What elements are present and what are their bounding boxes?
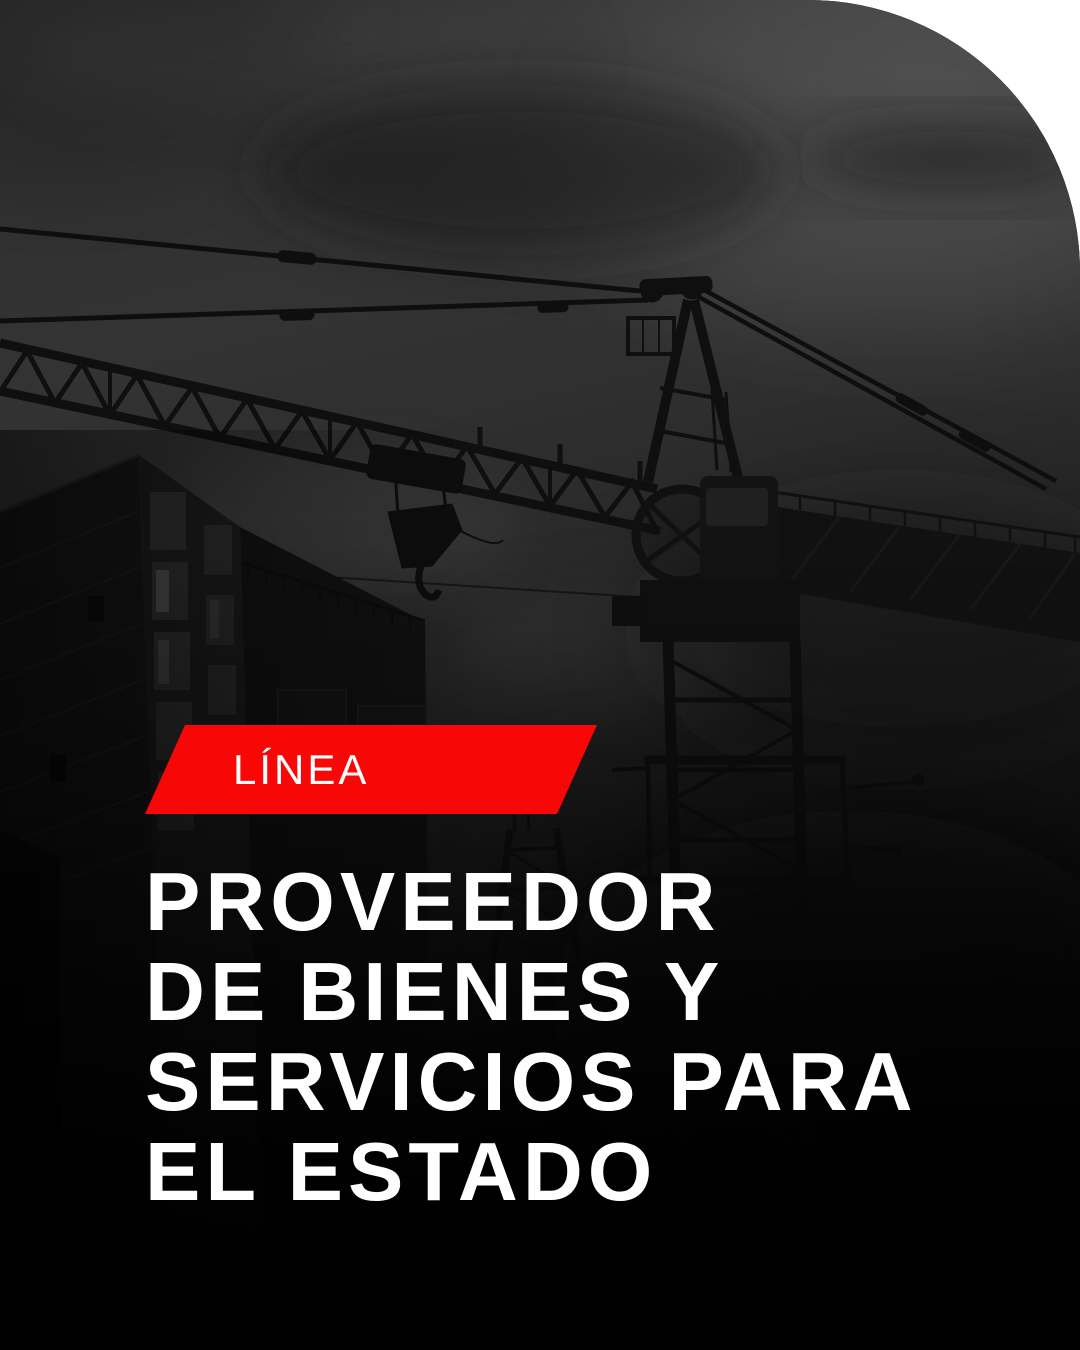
headline-line-4: EL ESTADO [145,1125,658,1218]
main-headline [145,857,918,1217]
linea-banner [145,725,597,814]
headline-line-3: SERVICIOS PARA [145,1035,918,1128]
headline-line-2: DE BIENES Y [145,945,725,1038]
linea-banner-label: LÍNEA [233,746,370,793]
headline-line-1: PROVEEDOR [145,855,721,948]
